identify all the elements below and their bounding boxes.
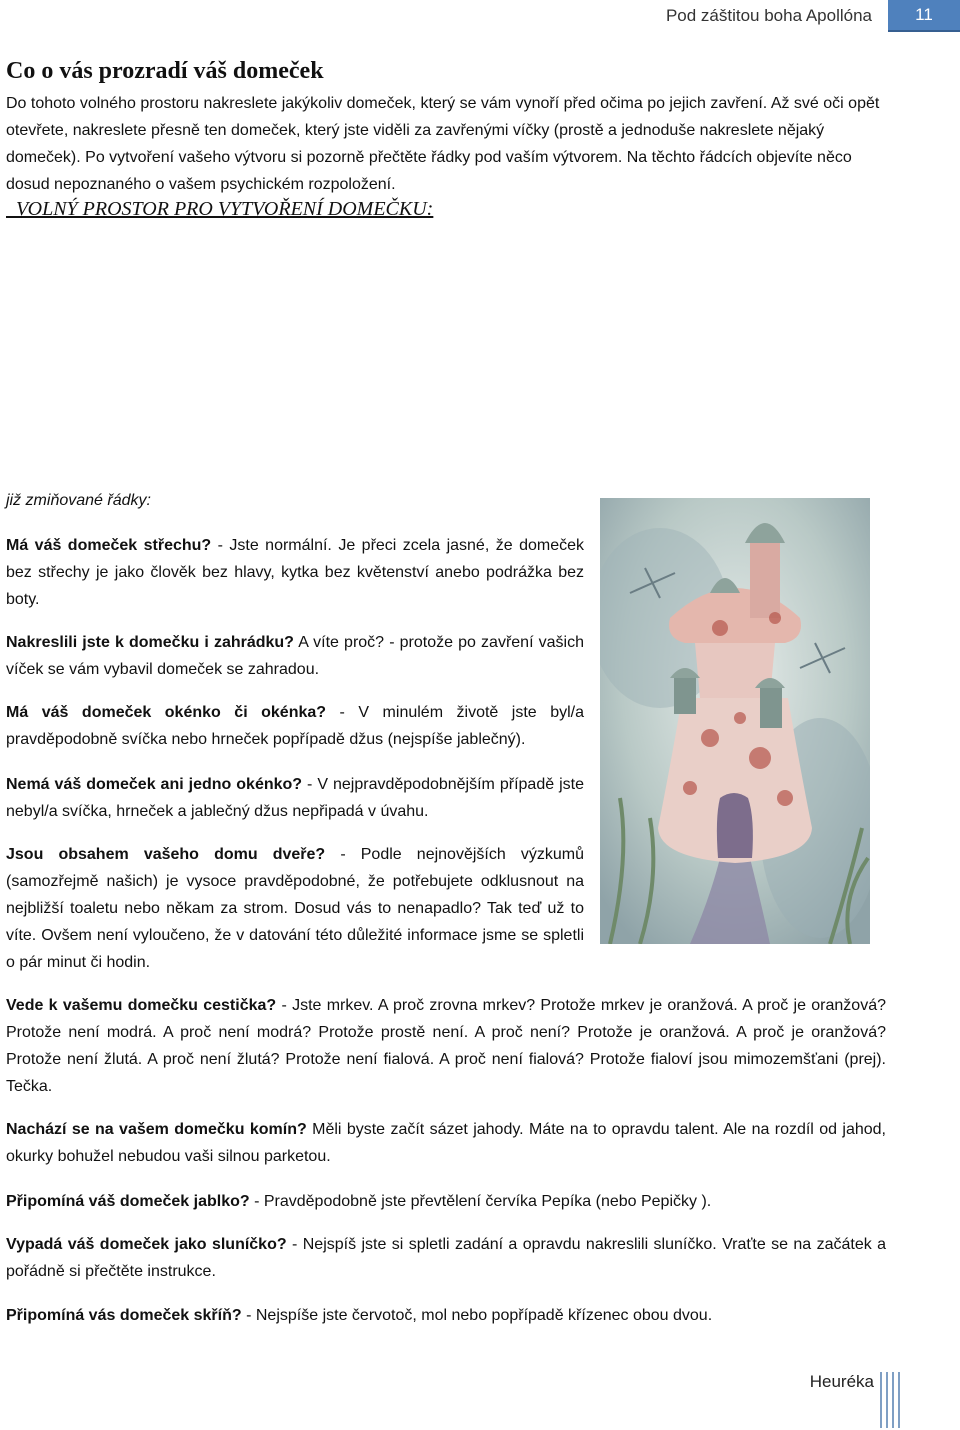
answer-paragraph: [6, 532, 584, 613]
answer-text: Měli byste začít sázet jahody. Máte na to opravdu talent. Ale na rozdíl od jahod, okurky bohužel nebudou vaši silnou parketou.: [6, 1121, 886, 1165]
rows-label: již zmiňované řádky:: [6, 492, 151, 509]
answer-text: - V nejpravděpodobnějším případě jste nebyl/a svíčka, hrneček a jablečný džus nepřipadá v úvahu.: [6, 776, 584, 820]
question-text: Nachází se na vašem domečku komín?: [6, 1121, 307, 1138]
intro-paragraph: Do tohoto volného prostoru nakreslete jakýkoliv domeček, který se vám vynoří před očima po jejich zavření. Až své oči opět otevřete, nakreslete přesně ten domeček, který jste viděli za zavřenými víčky (prostě a jednoduše nakreslete nějaký domeček). Po vytvoření vašeho výtvoru si pozorně přečtěte řádky pod vaším výtvorem. Na těchto řádcích objevíte něco dosud nepoznaného o vašem psychickém rozpoložení.: [6, 95, 880, 193]
header-title: Pod záštitou boha Apollóna: [665, 6, 872, 25]
question-text: Jsou obsahem vašeho domu dveře?: [6, 846, 326, 863]
question-text: Připomíná vás domeček skříň?: [6, 1307, 242, 1324]
page-title: Co o vás prozradí váš domeček: [6, 58, 324, 84]
answer-text: - Nejspíš jste si spletli zadání a opravdu nakreslili sluníčko. Vraťte se na začátek a pořádně si přečtěte instrukce.: [6, 1236, 887, 1280]
mushroom-house-illustration: [600, 498, 870, 944]
answer-paragraph: [6, 1302, 886, 1329]
answer-paragraph: [6, 771, 584, 825]
answer-paragraph: [6, 1188, 886, 1215]
answer-paragraph: [6, 841, 584, 976]
question-text: Vede k vašemu domečku cestička?: [6, 997, 277, 1014]
answer-text: - Pravděpodobně jste převtělení červíka Pepíka (nebo Pepičky ).: [249, 1193, 712, 1210]
answer-text: - Podle nejnovějších výzkumů (samozřejmě našich) je vysoce pravděpodobné, že potřebujete odklusnout na nejbližší toaletu nebo někam za strom. Dosud vás to nenapadlo? Tak teď už to víte. Ovšem není vyloučeno, že v datování této důležité informace jsme se spletli o pár minut či hodin.: [6, 846, 584, 971]
answer-text: - V minulém životě jste byl/a pravděpodobně svíčka nebo hrneček popřípadě džus (nejspíše jablečný).: [6, 704, 585, 748]
question-text: Nakreslili jste k domečku i zahrádku?: [6, 634, 294, 651]
question-text: Má váš domeček okénko či okénka?: [6, 704, 327, 721]
page-number: 11: [888, 0, 960, 30]
question-text: Vypadá váš domeček jako sluníčko?: [6, 1236, 287, 1253]
answer-text: A víte proč? - protože po zavření vašich víček se vám vybavil domeček se zahradou.: [6, 634, 585, 678]
question-text: Připomíná váš domeček jablko?: [6, 1193, 250, 1210]
answer-paragraph: [6, 699, 584, 753]
footer-decoration: [880, 1372, 902, 1428]
answer-text: - Jste normální. Je přeci zcela jasné, že domeček bez střechy je jako člověk bez hlavy, kytka bez květenství anebo podrážka bez boty.: [6, 537, 584, 608]
drawing-area-title: VOLNÝ PROSTOR PRO VYTVOŘENÍ DOMEČKU:: [6, 198, 434, 220]
answer-text: - Nejspíše jste červotoč, mol nebo popřípadě křízenec obou dvou.: [241, 1307, 713, 1324]
question-text: Má váš domeček střechu?: [6, 537, 212, 554]
answer-text: - Jste mrkev. A proč zrovna mrkev? Protože mrkev je oranžová. A proč je oranžová? Protože není modrá. A proč není modrá? Protože prostě není. A proč není? Protože je oranžová. A proč je oranžová? Protože není žlutá. A proč není žlutá? Protože není fialová. A proč není fialová? Protože fialoví jsou mimozemšťani (prej). Tečka.: [6, 997, 887, 1095]
question-text: Nemá váš domeček ani jedno okénko?: [6, 776, 303, 793]
answer-paragraph: [6, 1231, 886, 1285]
answer-paragraph: [6, 1116, 886, 1170]
answer-paragraph: [6, 629, 584, 683]
footer-label: Heuréka: [809, 1372, 874, 1391]
answer-paragraph: [6, 992, 886, 1100]
header-divider: [888, 30, 960, 32]
